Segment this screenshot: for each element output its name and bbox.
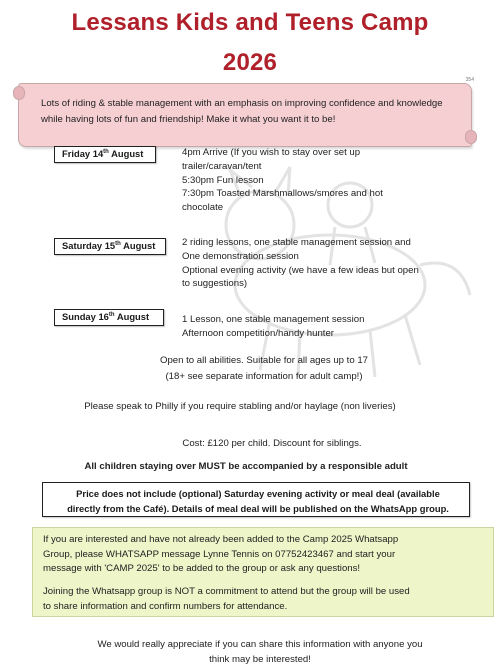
stabling-note: Please speak to Philly if you require stabling and/or haylage (non liveries) xyxy=(84,401,396,412)
day-label-friday xyxy=(54,146,156,163)
detail-line: 1 Lesson, one stable management session xyxy=(182,314,365,325)
detail-line: Afternoon competition/handy hunter xyxy=(182,327,335,339)
day-text: Sunday 16 xyxy=(62,311,109,322)
whatsapp-line: message with 'CAMP 2025' to be added to the group or ask any questions! xyxy=(43,563,361,575)
corner-number: 354 xyxy=(465,77,474,83)
whatsapp-paragraph-1 xyxy=(43,533,483,577)
closing-note xyxy=(60,637,460,667)
day-ordinal: th xyxy=(115,240,121,247)
intro-text: Lots of riding & stable management with an emphasis on improving confidence and knowledge while having lots of fun and friendship! Make it what you want it to be! xyxy=(41,98,443,125)
price-note-box xyxy=(42,482,470,517)
cost-line: Cost: £120 per child. Discount for siblings. xyxy=(182,438,362,449)
price-note-line: Price does not include (optional) Saturday evening activity or meal deal (available xyxy=(76,488,440,499)
abilities-line-1: Open to all abilities. Suitable for all ages up to 17 xyxy=(160,355,368,366)
detail-line: trailer/caravan/tent xyxy=(182,160,262,172)
detail-line: 2 riding lessons, one stable management session and xyxy=(182,237,411,248)
day-month: August xyxy=(108,148,144,159)
day-label-sunday xyxy=(54,309,164,326)
whatsapp-info-box xyxy=(32,527,494,617)
day-ordinal: th xyxy=(103,148,109,155)
detail-line: 7:30pm Toasted Marshmallows/smores and hot xyxy=(182,188,383,200)
accompanied-warning: All children staying over MUST be accompanied by a responsible adult xyxy=(84,461,408,472)
page-title-year: 2026 xyxy=(222,49,278,76)
closing-line: We would really appreciate if you can share this information with anyone you xyxy=(97,639,423,650)
whatsapp-line: If you are interested and have not already been added to the Camp 2025 Whatsapp xyxy=(43,534,399,545)
detail-line: chocolate xyxy=(182,202,224,214)
page-title: Lessans Kids and Teens Camp xyxy=(71,9,429,36)
whatsapp-line: to share information and confirm numbers for attendance. xyxy=(43,600,288,612)
whatsapp-line: Group, please WHATSAPP message Lynne Tennis on 07752423467 and start your xyxy=(43,548,396,560)
closing-line: think may be interested! xyxy=(209,654,311,665)
day-text: Saturday 15 xyxy=(62,240,116,251)
whatsapp-line: Joining the Whatsapp group is NOT a commitment to attend but the group will be used xyxy=(43,586,410,597)
abilities-line-2: (18+ see separate information for adult camp!) xyxy=(165,371,363,382)
saturday-details xyxy=(182,236,472,291)
detail-line: Optional evening activity (we have a few ideas but open xyxy=(182,264,419,276)
intro-scroll-banner xyxy=(18,83,472,147)
sunday-details xyxy=(182,313,472,341)
day-text: Friday 14 xyxy=(62,148,104,159)
detail-line: to suggestions) xyxy=(182,278,248,290)
day-ordinal: th xyxy=(108,311,115,318)
whatsapp-paragraph-2 xyxy=(43,585,483,614)
day-month: August xyxy=(114,311,150,322)
price-note-line: directly from the Café). Details of meal deal will be published on the WhatsApp group. xyxy=(67,502,449,514)
detail-line: One demonstration session xyxy=(182,250,299,262)
day-month: August xyxy=(120,240,156,251)
price-note-text xyxy=(53,487,463,516)
friday-details xyxy=(182,146,472,215)
day-label-saturday xyxy=(54,238,166,255)
detail-line: 5:30pm Fun lesson xyxy=(182,174,264,186)
detail-line: 4pm Arrive (If you wish to stay over set up xyxy=(182,147,361,158)
